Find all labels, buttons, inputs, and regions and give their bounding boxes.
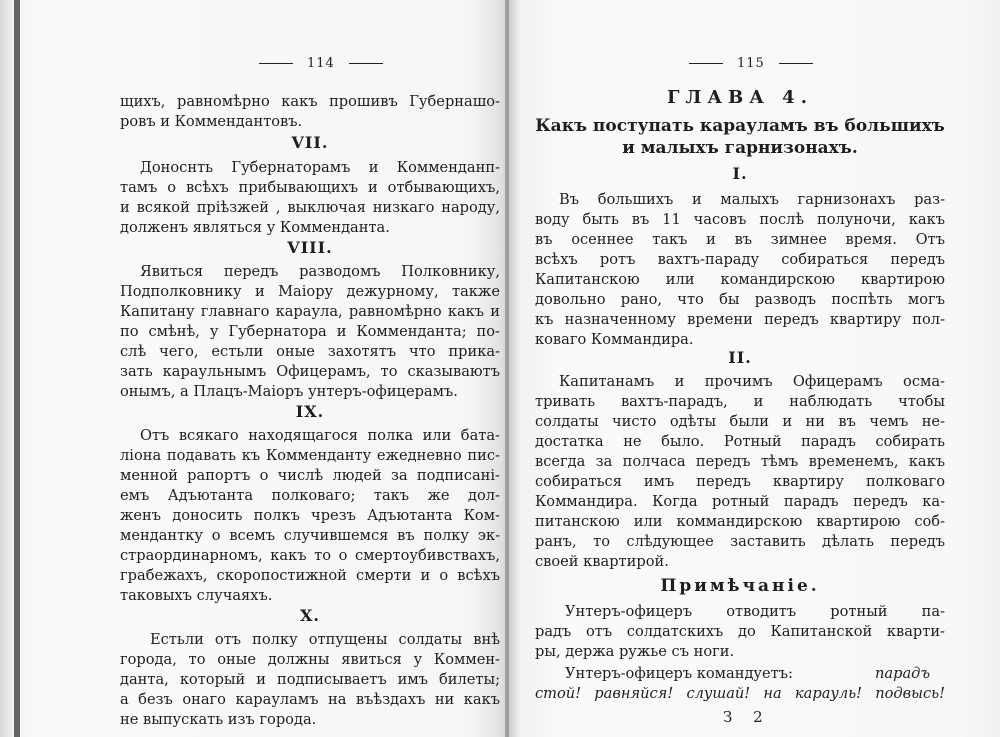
text-line: довольно рано, что бы разводъ поспѣть могъ (535, 291, 945, 308)
chapter-subtitle: Какъ поступать карауламъ въ большихъ (535, 116, 945, 136)
text-line: солдаты чисто одѣты были и ни въ чемъ не- (535, 413, 945, 430)
text-line: Унтеръ-офицеръ командуетъ: (565, 665, 793, 682)
text-line: данта, который и подписываетъ имъ билеты; (120, 671, 500, 688)
text-line: грабежахъ, скоропостижной смерти и о всѣхъ (120, 567, 500, 584)
section-heading: VII. (291, 133, 329, 152)
text-line: Коммандира. Когда ротный парадъ передъ ка- (535, 493, 945, 510)
text-line: радъ отъ солдатскихъ до Капитанской кварти- (535, 623, 945, 640)
text-line: воду быть въ 11 часовъ послѣ полуночи, какъ (535, 211, 945, 228)
section-heading: VIII. (287, 238, 333, 257)
text-line: мендантку о всемъ случившемся въ полку эк- (120, 527, 500, 544)
chapter-title: ГЛАВА 4. (667, 87, 813, 108)
section-heading: X. (300, 606, 320, 625)
text-line: женъ доносить полкъ чрезъ Адъютанта Ком- (120, 507, 500, 524)
signature-mark: З 2 (723, 708, 771, 726)
text-line: по смѣнѣ, у Губернатора и Комменданта; по- (120, 323, 500, 340)
text-line: всегда за полчаса передъ тѣмъ временемъ, какъ (535, 453, 945, 470)
command-text: парадъ (875, 665, 931, 682)
text-line: Въ большихъ и малыхъ гарнизонахъ раз- (559, 191, 945, 208)
text-line: ліона подавать къ Комменданту ежедневно пис- (120, 447, 500, 464)
command-text: стой! равняйся! слушай! на карауль! подвысь! (535, 685, 945, 702)
text-line: страординарномъ, какъ то о смертоубивствахъ, (120, 547, 500, 564)
text-line: Капитану главнаго караула, равномѣрно какъ и (120, 303, 500, 320)
text-line: емъ Адъютанта полковаго; такъ же дол- (120, 487, 500, 504)
text-line: всѣхъ ротъ вахтъ-параду собираться передъ (535, 251, 945, 268)
text-line: Отъ всякаго находящагося полка или бата- (140, 427, 500, 444)
text-line: щихъ, равномѣрно какъ прошивъ Губернашо- (120, 93, 500, 110)
text-line: Капитанамъ и прочимъ Офицерамъ осма- (559, 373, 945, 390)
section-heading: I. (732, 164, 748, 183)
text-line: слѣ чего, естьли оные захотятъ что прика- (120, 343, 500, 360)
text-line: Естьли отъ полку отпущены солдаты внѣ (150, 631, 500, 648)
text-line: и всякой пріѣзжей , выключая низкаго народу, (120, 199, 500, 216)
book-gutter (505, 0, 509, 737)
text-line: города, то оные должны явиться у Коммен- (120, 651, 500, 668)
text-line: Явиться передъ разводомъ Полковнику, (140, 263, 500, 280)
text-line: долженъ являться у Комменданта. (120, 219, 390, 236)
left-page (120, 0, 500, 737)
section-heading: II. (728, 348, 752, 367)
chapter-subtitle: и малыхъ гарнизонахъ. (622, 138, 858, 158)
text-line: въ осеннее такъ и въ зимнее время. Отъ (535, 231, 945, 248)
text-line: ры, держа ружье съ ноги. (535, 643, 735, 660)
text-line: тривать вахтъ-парадъ, и наблюдать чтобы (535, 393, 945, 410)
text-line: таковыхъ случаяхъ. (120, 587, 273, 604)
text-line: а безъ онаго карауламъ на въѣздахъ ни какъ (120, 691, 500, 708)
text-line: коваго Коммандира. (535, 331, 694, 348)
text-line: Унтеръ-офицеръ отводитъ ротный па- (565, 603, 945, 620)
text-line: Капитанскою или командирскою квартирою (535, 271, 945, 288)
text-line: къ назначенному времени передъ квартиру пол- (535, 311, 945, 328)
text-line: Подполковнику и Маіору дежурному, также (120, 283, 500, 300)
left-page-number: 114 (245, 56, 397, 71)
text-line: питанскою или коммандирскою квартирою соб- (535, 513, 945, 530)
left-page-edge (14, 0, 20, 737)
text-line: не выпускать изъ города. (120, 711, 317, 728)
text-line: тамъ о всѣхъ прибывающихъ и отбывающихъ, (120, 179, 500, 196)
text-line: собираться имъ передъ квартиру полковаго (535, 473, 945, 490)
text-line: Доноснть Губернаторамъ и Комменданп- (140, 159, 500, 176)
right-page (535, 0, 945, 737)
text-line: достатка не было. Ротный парадъ собирать (535, 433, 945, 450)
text-line: менной рапортъ о числѣ людей за подписані- (120, 467, 500, 484)
text-line: онымъ, а Плацъ-Маіоръ унтеръ-офицерамъ. (120, 383, 458, 400)
right-page-number: 115 (675, 56, 827, 71)
text-line: зать караульнымъ Офицерамъ, то сказываютъ (120, 363, 500, 380)
text-line: ранъ, то слѣдующее заставить дѣлать передъ (535, 533, 945, 550)
text-line: ровъ и Коммендантовъ. (120, 113, 303, 130)
text-line: своей квартирой. (535, 553, 669, 570)
section-heading: IX. (295, 402, 325, 421)
note-heading: Примѣчаніе. (660, 576, 820, 596)
